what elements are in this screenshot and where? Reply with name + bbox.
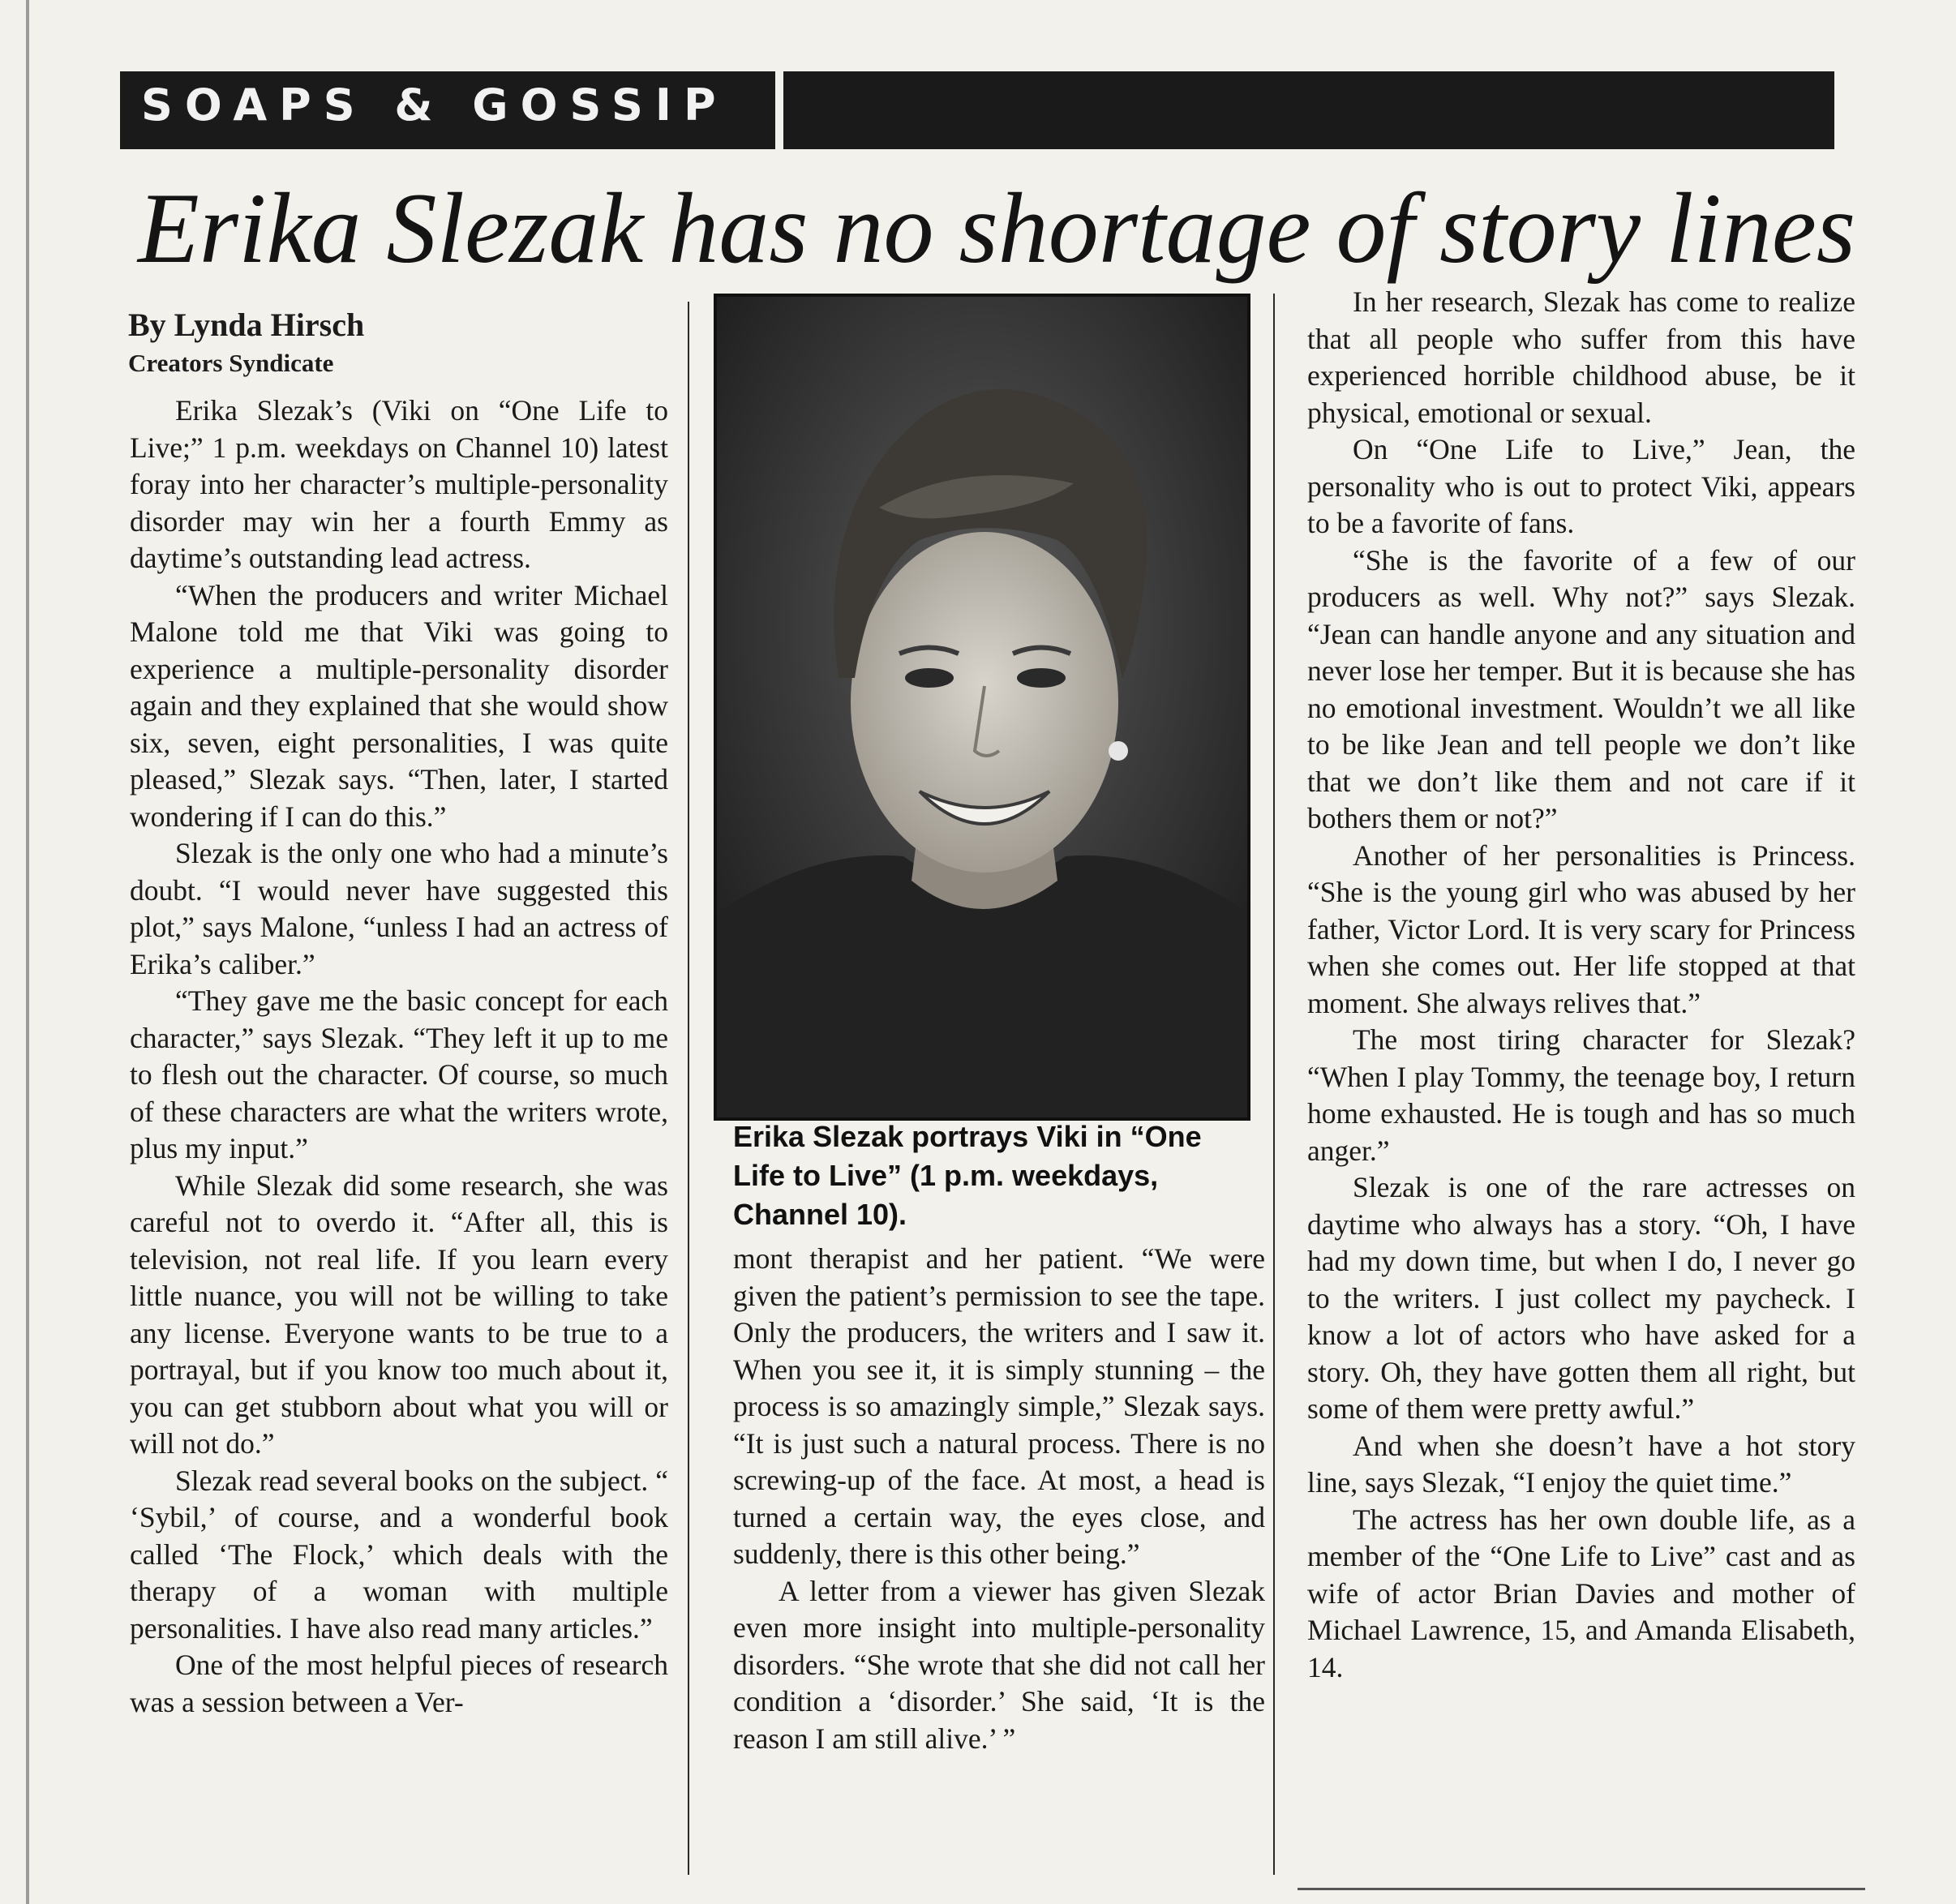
paragraph: Erika Slezak’s (Viki on “One Life to Live;” 1 p.m. weekdays on Channel 10) latest foray into her character’s multiple-personality disorder may win her a fourth Emmy as daytime’s outstanding lead actress. [130,394,668,574]
paragraph: Slezak is the only one who had a minute’s doubt. “I would never have suggested this plot,” says Malone, “unless I had an actress of Erika’s caliber.” [130,837,668,980]
paragraph: Slezak read several books on the subject. “ ‘Sybil,’ of course, and a wonderful book called ‘The Flock,’ which deals with the therapy of a woman with multiple personalities. I have also read many articles.” [130,1464,668,1645]
paragraph: A letter from a viewer has given Slezak even more insight into multiple-personality disorders. “She wrote that she did not call her condition a ‘disorder.’ She said, ‘It is the reason I am still alive.’ ” [733,1574,1265,1755]
article-column-3 [1307,284,1855,1686]
byline: By Lynda Hirsch [128,307,365,343]
column-rule-left [688,302,689,1875]
paragraph: mont therapist and her patient. “We were given the patient’s permission to see the tape. Only the producers, the writers and I saw it. When you see it, it is simply stunning – the process is so amazingly simple,” Slezak says. “It is just such a natural process. There is no screwing-up of the face. At most, a head is turned a certain way, the eyes close, and suddenly, there is this other being.” [733,1242,1265,1570]
paragraph: Another of her personalities is Princess. “She is the young girl who was abused by her father, Victor Lord. It is very scary for Princess when she comes out. Her life stopped at that moment. She always relives that.” [1307,838,1855,1019]
photo-caption: Erika Slezak portrays Viki in “One Life to Live” (1 p.m. weekdays, Channel 10). [733,1120,1202,1231]
paragraph: “When the producers and writer Michael Malone told me that Viki was going to experience a multiple-personality disorder again and they explained that she would show six, seven, eight personalities, I was quite pleased,” Slezak says. “Then, later, I started wondering if I can do this.” [130,578,668,833]
portrait-photo [714,294,1250,1121]
section-banner [120,71,1834,149]
paragraph: On “One Life to Live,” Jean, the personality who is out to protect Viki, appears to be a favorite of fans. [1307,433,1855,539]
article-column-1 [130,392,668,1721]
paragraph: One of the most helpful pieces of research was a session between a Ver- [130,1649,668,1718]
bottom-rule [1298,1888,1865,1890]
article-column-2 [733,1241,1265,1757]
paragraph: The actress has her own double life, as a member of the “One Life to Live” cast and as wife of actor Brian Davies and mother of Michael Lawrence, 15, and Amanda Elisabeth, 14. [1307,1503,1855,1683]
column-rule-right [1273,294,1275,1875]
paragraph: While Slezak did some research, she was careful not to overdo it. “After all, this is television, not real life. If you learn every little nuance, you will not be willing to take any license. Everyone wants to be true to a portrayal, but if you know too much about it, you can get stubborn about what you will or will not do.” [130,1169,668,1460]
paragraph: “She is the favorite of a few of our producers as well. Why not?” says Slezak. “Jean can handle anyone and any situation and never lose her temper. But it is because she has no emotional investment. Wouldn’t we all like to be like Jean and tell people we don’t like that we don’t like them and not care if it bothers them or not?” [1307,543,1855,834]
banner-divider [775,71,783,149]
source-line: Creators Syndicate [128,349,334,377]
section-label: SOAPS & GOSSIP [141,79,728,131]
paragraph: Slezak is one of the rare actresses on daytime who always has a story. “Oh, I have had my down time, but when I do, I never go to the writers. I just collect my paycheck. I know a lot of actors who have asked for a story. Oh, they have gotten them all right, but some of them were pretty awful.” [1307,1171,1855,1425]
portrait-illustration [717,297,1247,1117]
paragraph: The most tiring character for Slezak? “When I play Tommy, the teenage boy, I return home exhausted. He is tough and has so much anger.” [1307,1023,1855,1167]
scan-edge [26,0,29,1904]
headline: Erika Slezak has no shortage of story lines [138,173,1856,284]
paragraph: “They gave me the basic concept for each character,” says Slezak. “They left it up to me to flesh out the character. Of course, so much of these characters are what the writers wrote, plus my input.” [130,984,668,1164]
paragraph: In her research, Slezak has come to realize that all people who suffer from this have experienced horrible childhood abuse, be it physical, emotional or sexual. [1307,285,1855,429]
paragraph: And when she doesn’t have a hot story line, says Slezak, “I enjoy the quiet time.” [1307,1429,1855,1499]
